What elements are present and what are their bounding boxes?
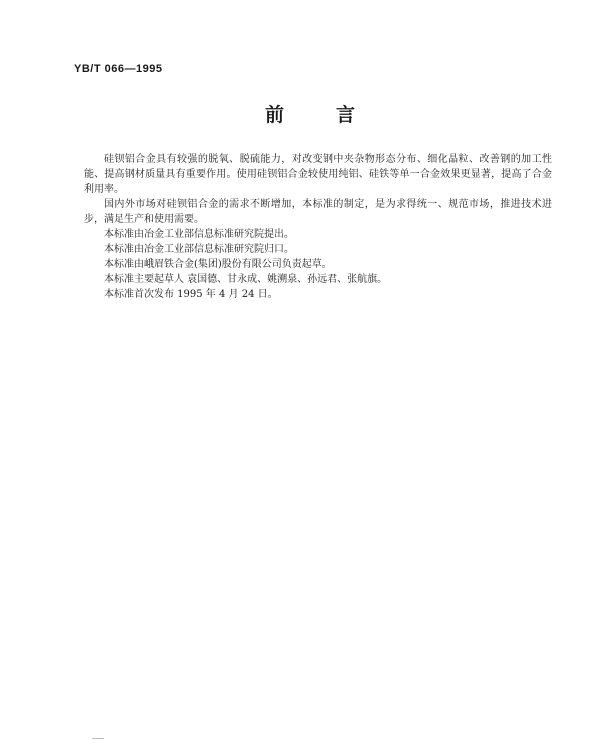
paragraph-proposer: 本标准由冶金工业部信息标准研究院提出。 [104,229,294,240]
standard-code: YB/T 066—1995 [74,63,163,75]
page-title-char-2: 言 [335,104,355,126]
paragraph-release-date: 本标准首次发布 1995 年 4 月 24 日。 [104,289,278,300]
foreword-body [84,152,552,302]
paragraph-drafters: 本标准主要起草人 袁国德、甘永成、姚溯泉、孙远君、张航旗。 [104,274,388,285]
page-title-char-1: 前 [265,104,285,126]
paragraph-drafting-unit: 本标准由峨眉铁合金(集团)股份有限公司负责起草。 [104,259,332,270]
paragraph-intro: 硅钡铝合金具有较强的脱氧、脱硫能力，对改变钢中夹杂物形态分布、细化晶粒、改善钢的加工性能、提高钢材质量具有重要作用。使用硅钡铝合金较使用纯铝、硅铁等单一合金效果更显著，提高了合金利用率。 [84,154,552,195]
paragraph-administrator: 本标准由冶金工业部信息标准研究院归口。 [104,244,294,255]
paragraph-market-demand: 国内外市场对硅钡铝合金的需求不断增加，本标准的制定，是为求得统一、规范市场，推进技术进步，满足生产和使用需要。 [84,199,552,225]
footer-mark [92,738,104,739]
page-title [265,104,355,126]
